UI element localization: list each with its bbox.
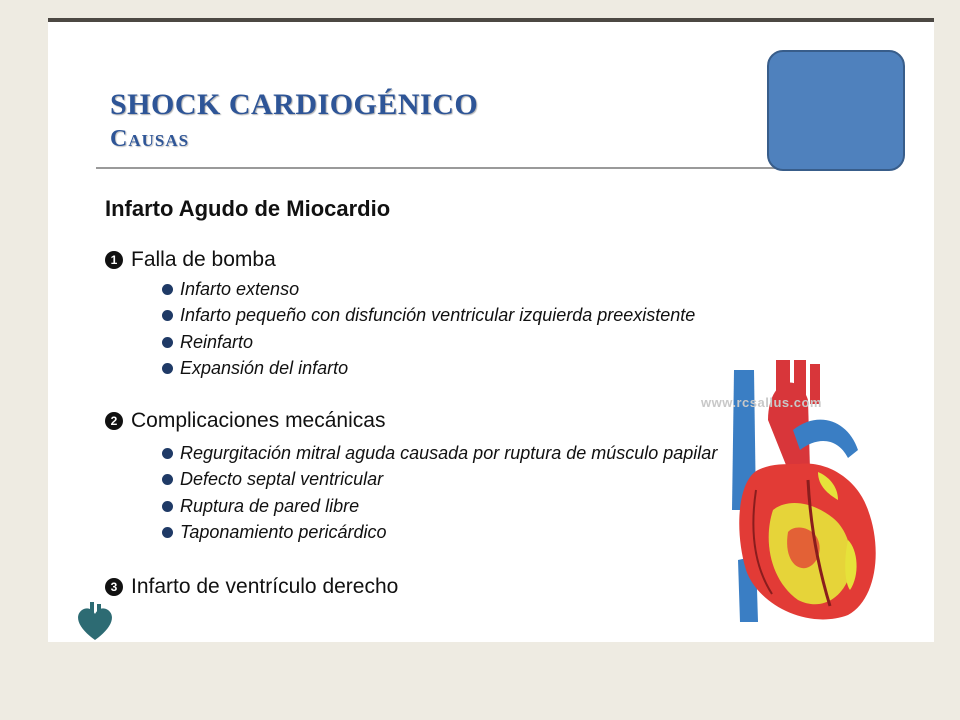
bullet-icon [162, 448, 173, 459]
image-watermark: www.rcsallus.com [701, 395, 822, 410]
accent-box [767, 50, 905, 171]
bullet-icon [162, 363, 173, 374]
bullet-icon [162, 501, 173, 512]
slide-title: SHOCK CARDIOGÉNICO [110, 88, 479, 121]
list-item [162, 329, 695, 356]
list-item [162, 440, 717, 467]
bullet-icon [162, 337, 173, 348]
list-item-text: Taponamiento pericárdico [180, 522, 387, 543]
number-3-icon: 3 [105, 578, 123, 596]
number-1-icon: 1 [105, 251, 123, 269]
cause-label: Complicaciones mecánicas [131, 409, 386, 432]
bullet-icon [162, 284, 173, 295]
list-item [162, 303, 695, 330]
list-item [162, 356, 695, 383]
list-item-text: Infarto pequeño con disfunción ventricular izquierda preexistente [180, 305, 696, 326]
list-item [162, 467, 717, 494]
list-item-text: Infarto extenso [180, 278, 300, 299]
section-heading: Infarto Agudo de Miocardio [105, 196, 391, 221]
list-item-text: Ruptura de pared libre [180, 495, 360, 516]
list-item-text: Expansión del infarto [180, 358, 349, 379]
cause-label: Falla de bomba [131, 248, 276, 271]
cause-falla-de-bomba [105, 248, 276, 272]
complicaciones-list [162, 440, 717, 546]
list-item-text: Regurgitación mitral aguda causada por ruptura de músculo papilar [180, 442, 718, 463]
falla-de-bomba-list [162, 276, 695, 382]
cause-complicaciones-mecanicas [105, 409, 385, 433]
title-divider [96, 167, 816, 169]
bullet-icon [162, 474, 173, 485]
number-2-icon: 2 [105, 412, 123, 430]
list-item-text: Reinfarto [180, 331, 254, 352]
list-item [162, 276, 695, 303]
bullet-icon [162, 527, 173, 538]
cause-label: Infarto de ventrículo derecho [131, 575, 399, 598]
list-item-text: Defecto septal ventricular [180, 469, 384, 490]
heart-logo-icon [72, 602, 118, 642]
slide [48, 22, 934, 642]
list-item [162, 493, 717, 520]
slide-subtitle: Causas [110, 126, 190, 152]
cause-infarto-ventriculo-derecho [105, 575, 398, 599]
list-item [162, 520, 717, 547]
bullet-icon [162, 310, 173, 321]
